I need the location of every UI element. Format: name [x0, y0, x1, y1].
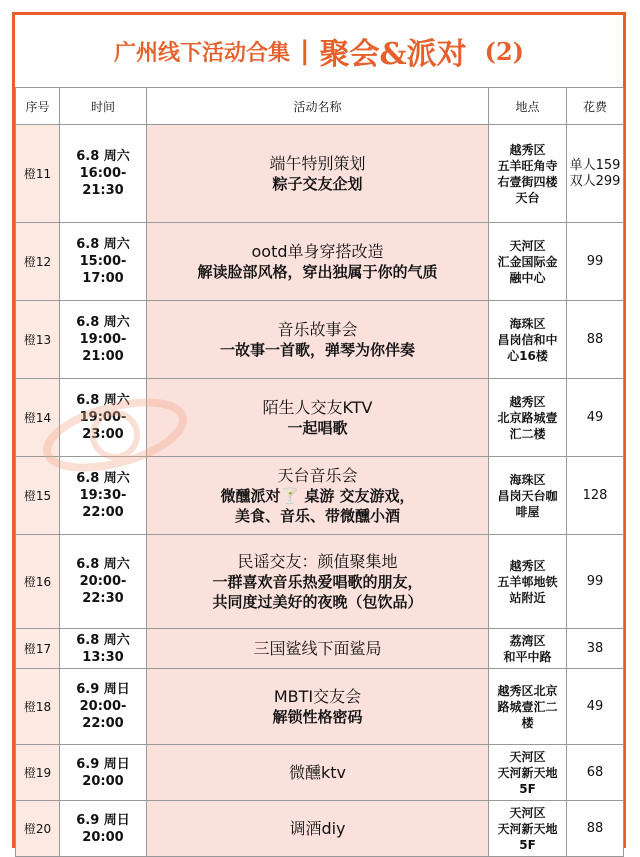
row-index: [16, 301, 60, 379]
row-time-range: 19:00-23:00: [79, 410, 127, 442]
activity-name: 端午特别策划: [269, 153, 366, 173]
title-main: 广州线下活动合集: [113, 40, 290, 66]
activity-description: 美食、音乐、带微醺小酒: [234, 506, 400, 525]
row-date: 6.9 周日: [76, 756, 130, 772]
fee-value: 88: [586, 820, 604, 836]
header-fee: 花费: [567, 88, 624, 125]
row-time: [60, 669, 147, 745]
location-address: 五羊邨地铁: [497, 574, 558, 589]
row-location: [489, 457, 567, 535]
activity-description: 微醺派对🍸 桌游 交友游戏，: [220, 486, 415, 505]
row-activity: [147, 801, 489, 857]
row-location: [489, 669, 567, 745]
row-time: [60, 629, 147, 669]
row-date: 6.8 周六: [76, 632, 130, 648]
activity-name: MBTI交友会: [273, 686, 362, 706]
title-theme: 聚会&派对: [319, 37, 467, 72]
row-activity: [147, 535, 489, 629]
row-fee: [567, 223, 624, 301]
location-address: 天河新天地: [497, 765, 558, 780]
table-row: [16, 535, 624, 629]
fee-value: 双人299: [569, 173, 621, 189]
row-time: [60, 223, 147, 301]
table-row: [16, 801, 624, 857]
location-district: 天河区: [509, 805, 546, 820]
activity-description: 一起唱歌: [287, 418, 348, 437]
row-date: 6.8 周六: [76, 149, 130, 164]
row-activity: [147, 669, 489, 745]
row-date: 6.8 周六: [76, 557, 130, 572]
row-location: [489, 223, 567, 301]
title-separator: |: [300, 36, 310, 66]
row-index-text: 橙14: [23, 411, 52, 425]
location-address: 楼: [521, 715, 534, 730]
row-index: [16, 629, 60, 669]
row-index: [16, 535, 60, 629]
row-time: [60, 301, 147, 379]
fee-value: 38: [586, 640, 604, 656]
location-district: 越秀区: [509, 142, 546, 157]
row-time: [60, 125, 147, 223]
location-address: 昌岗天台咖: [497, 488, 558, 503]
activity-name: 陌生人交友KTV: [262, 397, 373, 417]
location-address: 5F: [519, 781, 536, 796]
location-address: 路城壹汇二: [497, 699, 558, 714]
row-index-text: 橙11: [23, 167, 52, 181]
row-fee: [567, 379, 624, 457]
fee-value: 99: [586, 253, 604, 269]
row-index-text: 橙20: [23, 822, 52, 836]
row-time-range: 20:00-22:30: [79, 574, 127, 606]
row-date: 6.9 周日: [76, 812, 130, 828]
header-time: 时间: [60, 88, 147, 125]
row-time-range: 13:30: [82, 649, 124, 665]
row-time: [60, 535, 147, 629]
row-fee: [567, 535, 624, 629]
location-address: 站附近: [509, 590, 546, 605]
poster-title: [15, 15, 623, 87]
location-district: 越秀区北京: [497, 683, 558, 698]
fee-value: 68: [586, 764, 604, 780]
activity-name: 天台音乐会: [277, 465, 358, 485]
row-location: [489, 745, 567, 801]
fee-value: 88: [586, 331, 604, 347]
row-time-range: 19:30-22:00: [79, 488, 127, 520]
activity-name: 调酒diy: [289, 818, 346, 838]
location-district: 天河区: [509, 749, 546, 764]
row-index-text: 橙17: [23, 642, 52, 656]
row-index: [16, 745, 60, 801]
table-header-row: [16, 88, 624, 125]
row-activity: [147, 379, 489, 457]
fee-value: 单人159: [569, 157, 621, 173]
header-index: 序号: [16, 88, 60, 125]
location-address: 昌岗信和中: [497, 332, 558, 347]
row-activity: [147, 223, 489, 301]
activity-description: 解锁性格密码: [272, 707, 363, 726]
activity-name: 微醺ktv: [288, 762, 346, 782]
header-activity: 活动名称: [147, 88, 489, 125]
table-row: [16, 125, 624, 223]
location-address: 汇二楼: [509, 426, 546, 441]
location-address: 融中心: [509, 270, 546, 285]
row-fee: [567, 457, 624, 535]
header-location: 地点: [489, 88, 567, 125]
row-index: [16, 801, 60, 857]
row-time: [60, 379, 147, 457]
activity-description: 共同度过美好的夜晚（包饮品）: [212, 592, 423, 611]
activity-description: 一故事一首歌，弹琴为你伴奏: [219, 340, 415, 359]
row-date: 6.8 周六: [76, 237, 130, 252]
row-fee: [567, 125, 624, 223]
activity-description: 一群喜欢音乐热爱唱歌的朋友，: [212, 572, 423, 591]
row-time-range: 20:00: [82, 773, 124, 789]
row-time: [60, 745, 147, 801]
row-location: [489, 801, 567, 857]
activity-name: 音乐故事会: [277, 319, 358, 339]
row-index-text: 橙15: [23, 489, 52, 503]
location-address: 北京路城壹: [497, 410, 558, 425]
activity-name: 民谣交友：颜值聚集地: [237, 551, 398, 571]
table-row: [16, 223, 624, 301]
title-part-number: (2): [484, 36, 525, 66]
activity-name: 三国鲨线下面鲨局: [253, 638, 382, 658]
location-address: 心16楼: [507, 348, 548, 363]
activity-name: ootd单身穿搭改造: [251, 241, 384, 261]
row-fee: [567, 745, 624, 801]
row-activity: [147, 125, 489, 223]
row-time-range: 20:00-22:00: [79, 699, 127, 731]
row-time-range: 20:00: [82, 829, 124, 845]
row-time: [60, 457, 147, 535]
activity-description: 粽子交友企划: [272, 174, 363, 193]
poster-frame: [12, 12, 626, 852]
fee-value: 128: [582, 487, 608, 503]
row-index-text: 橙12: [23, 255, 52, 269]
location-address: 和平中路: [503, 649, 552, 664]
fee-value: 49: [586, 698, 604, 714]
row-time-range: 16:00-21:30: [79, 166, 127, 198]
table-row: [16, 745, 624, 801]
location-address: 5F: [519, 837, 536, 852]
row-index-text: 橙18: [23, 700, 52, 714]
row-index-text: 橙13: [23, 333, 52, 347]
row-location: [489, 629, 567, 669]
location-address: 天台: [515, 190, 540, 205]
row-date: 6.8 周六: [76, 471, 130, 486]
row-location: [489, 301, 567, 379]
row-date: 6.8 周六: [76, 393, 130, 408]
row-fee: [567, 669, 624, 745]
location-district: 荔湾区: [509, 633, 546, 648]
location-district: 海珠区: [509, 316, 546, 331]
row-index: [16, 125, 60, 223]
table-row: [16, 629, 624, 669]
location-address: 汇金国际金: [497, 254, 558, 269]
events-table: [15, 87, 624, 857]
row-activity: [147, 629, 489, 669]
row-index: [16, 669, 60, 745]
fee-value: 49: [586, 409, 604, 425]
location-address: 五羊旺角寺: [497, 158, 558, 173]
table-row: [16, 379, 624, 457]
row-time-range: 15:00-17:00: [79, 254, 127, 286]
row-fee: [567, 801, 624, 857]
row-index-text: 橙19: [23, 766, 52, 780]
row-location: [489, 125, 567, 223]
location-district: 越秀区: [509, 394, 546, 409]
fee-value: 99: [586, 573, 604, 589]
location-district: 海珠区: [509, 472, 546, 487]
row-activity: [147, 301, 489, 379]
row-index: [16, 223, 60, 301]
location-address: 天河新天地: [497, 821, 558, 836]
row-time: [60, 801, 147, 857]
row-date: 6.9 周日: [76, 682, 130, 697]
row-activity: [147, 457, 489, 535]
table-row: [16, 301, 624, 379]
location-district: 天河区: [509, 238, 546, 253]
location-district: 越秀区: [509, 558, 546, 573]
row-location: [489, 379, 567, 457]
row-location: [489, 535, 567, 629]
location-address: 啡屋: [515, 504, 540, 519]
row-time-range: 19:00-21:00: [79, 332, 127, 364]
row-fee: [567, 629, 624, 669]
location-address: 右壹街四楼: [497, 174, 558, 189]
row-fee: [567, 301, 624, 379]
row-index-text: 橙16: [23, 575, 52, 589]
row-activity: [147, 745, 489, 801]
table-row: [16, 457, 624, 535]
row-index: [16, 379, 60, 457]
table-row: [16, 669, 624, 745]
activity-description: 解读脸部风格，穿出独属于你的气质: [197, 262, 438, 281]
row-date: 6.8 周六: [76, 315, 130, 330]
row-index: [16, 457, 60, 535]
